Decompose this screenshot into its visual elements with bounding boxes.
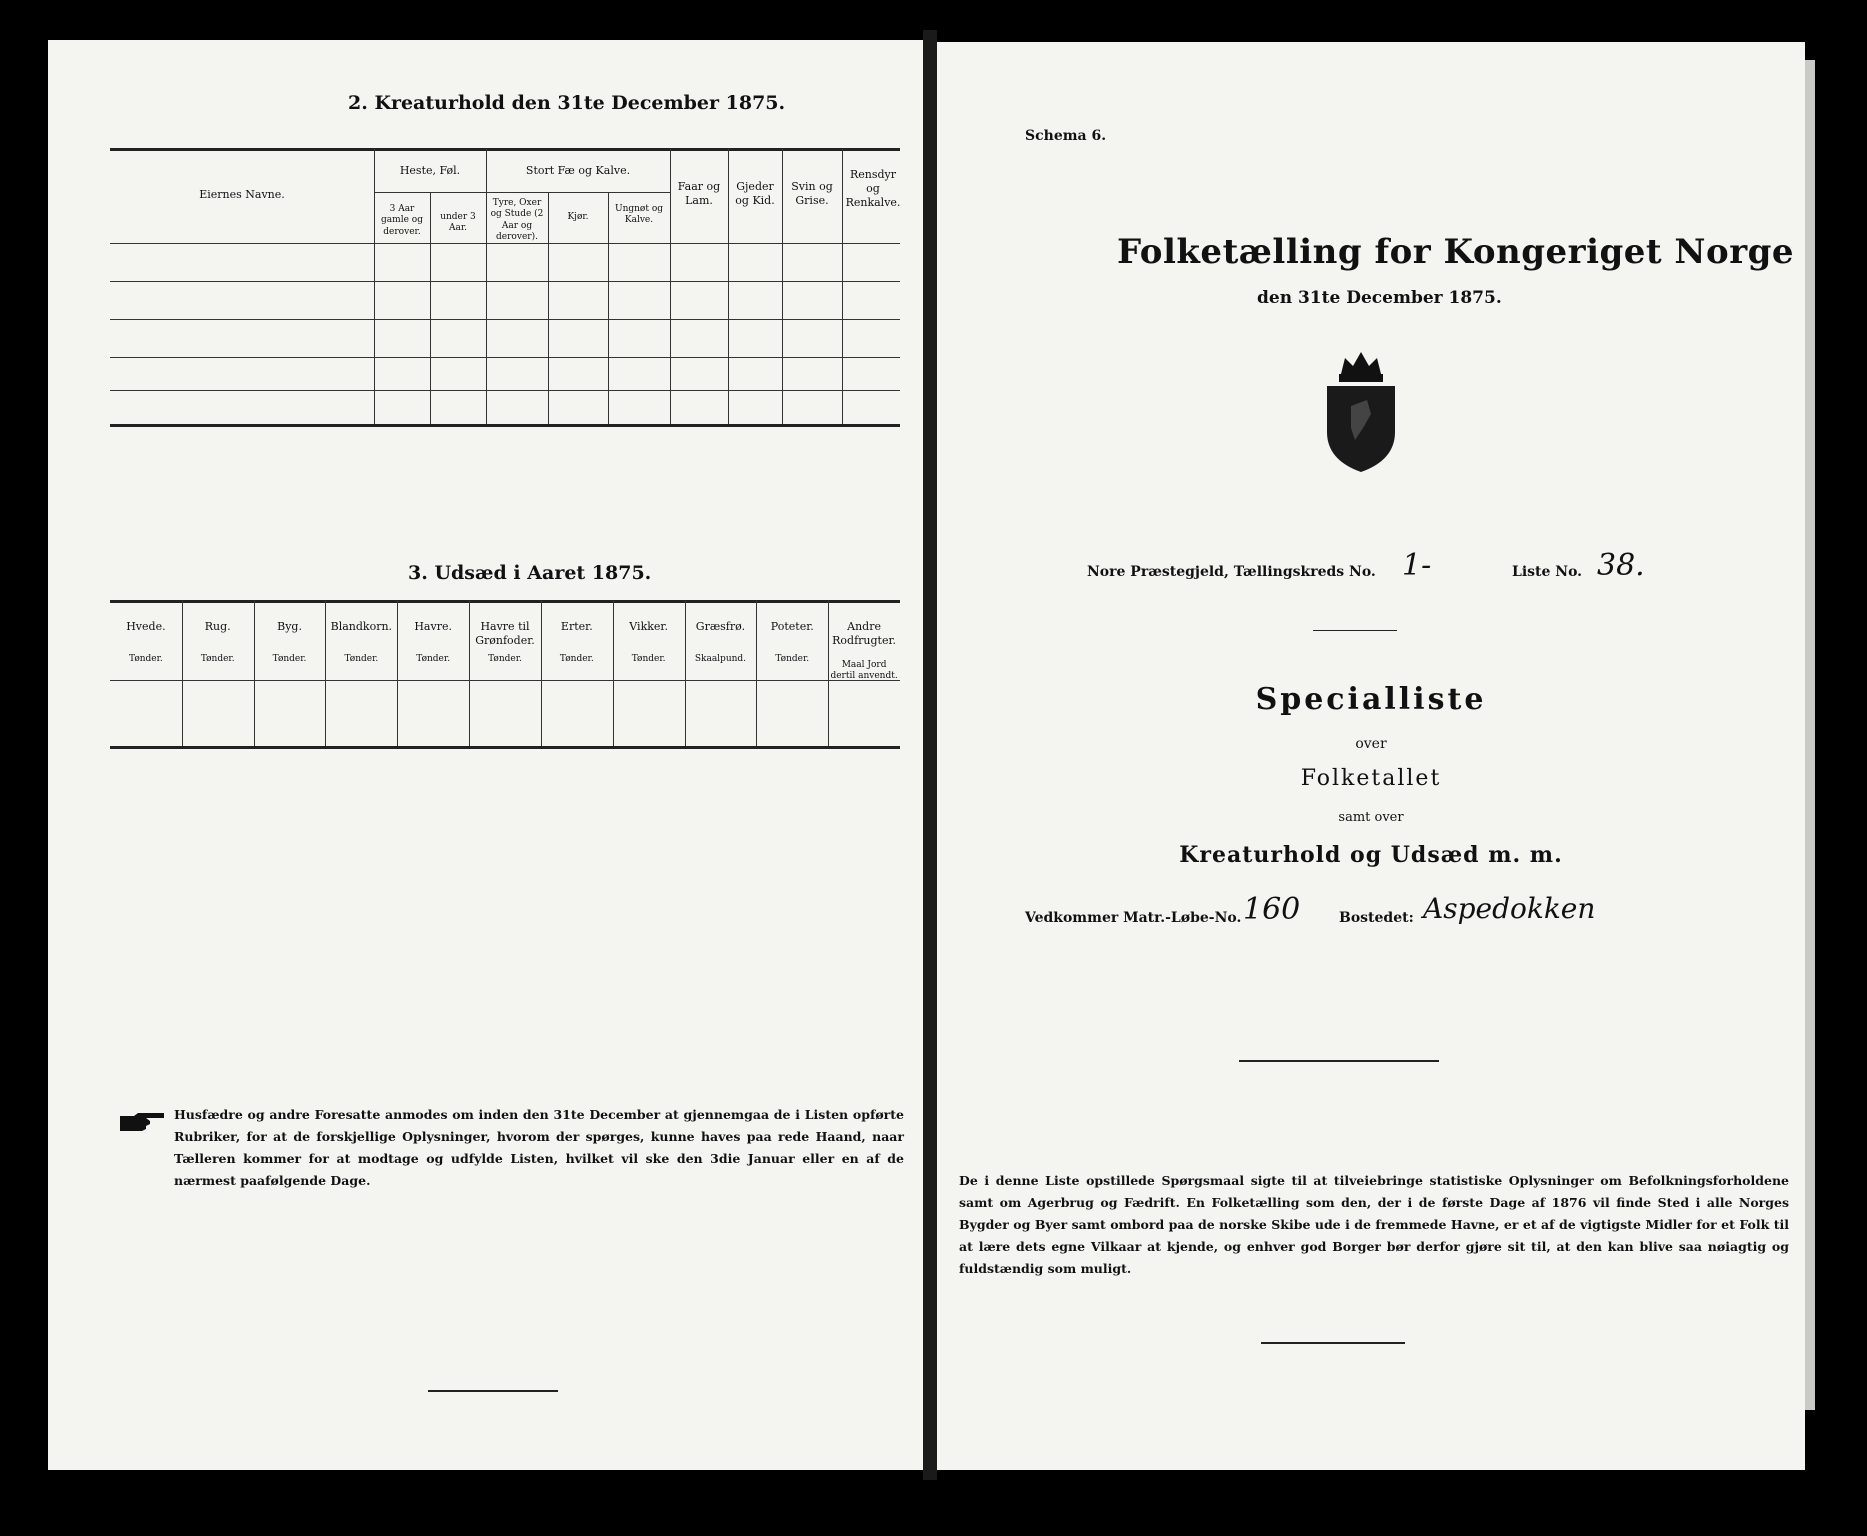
page-fold: [923, 30, 937, 1480]
udsaed-col-unit: Tønder.: [775, 654, 810, 664]
rensdyr-header: Rensdyr og Renkalve.: [845, 168, 901, 209]
table3-bottom-rule: [110, 746, 900, 749]
table2-col-divider: [842, 148, 843, 424]
table3-col-divider: [182, 600, 183, 746]
udsaed-col-unit: Tønder.: [416, 654, 451, 664]
separator-rule: [1313, 630, 1397, 631]
udsaed-col-unit: Tønder.: [272, 654, 307, 664]
table3-top-rule: [110, 600, 900, 603]
schema-label: Schema 6.: [1025, 128, 1107, 144]
udsaed-col-header: Byg.: [277, 620, 302, 633]
table3-col-divider: [469, 600, 470, 746]
tyre-header: Tyre, Oxer og Stude (2 Aar og derover).: [490, 198, 544, 242]
udsaed-col-header: Hvede.: [126, 620, 166, 633]
left-page: [48, 40, 926, 1470]
table2-col-divider: [548, 192, 549, 424]
kreds-no-value: 1-: [1402, 548, 1432, 583]
over-text: over: [1355, 736, 1387, 752]
samt-over-text: samt over: [1338, 810, 1404, 825]
liste-no-value: 38.: [1597, 548, 1645, 583]
table3-col-divider: [325, 600, 326, 746]
ungnot-header: Ungnøt og Kalve.: [614, 204, 663, 226]
table2-col-divider: [486, 148, 487, 424]
gjeder-header: Gjeder og Kid.: [735, 180, 775, 207]
kreaturhold-title: Kreaturhold og Udsæd m. m.: [1179, 842, 1563, 868]
udsaed-col-header: Græsfrø.: [695, 620, 746, 633]
bosted-label: Bostedet:: [1339, 910, 1414, 926]
pointing-hand-icon: [120, 1112, 166, 1134]
folketallet-title: Folketallet: [1300, 766, 1442, 791]
table2-col-divider: [728, 148, 729, 424]
table3-col-divider: [685, 600, 686, 746]
table2-col-divider: [670, 148, 671, 424]
bottom-rule: [1261, 1342, 1405, 1344]
udsaed-col-header: Poteter.: [770, 620, 814, 633]
right-page: [937, 42, 1805, 1470]
matr-no-value: 160: [1243, 892, 1301, 927]
intro-paragraph: De i denne Liste opstillede Spørgsmaal sigte til at tilveiebringe statistiske Oplysninger om Befolkningsforholdene samt om Agerbrug og Fædrift. En Folketælling som den, der i de første Dage af 1876 vil finde Sted i alle Norges Bygder og Byer samt ombord paa de norske Skibe ude i de fremmede Havne, er et af de vigtigste Midler for et Folk til at lære dets egne Vilkaar at kjende, og enhver god Borger bør derfor gjøre sit til, at den kan blive saa nøiagtig og fuldstændig som muligt.: [959, 1173, 1789, 1276]
table3-col-divider: [756, 600, 757, 746]
stort-fae-group-header: Stort Fæ og Kalve.: [525, 164, 631, 177]
bottom-flourish: [428, 1390, 558, 1392]
main-subtitle: den 31te December 1875.: [1257, 288, 1502, 308]
udsaed-col-header: Vikker.: [629, 620, 668, 633]
udsaed-col-unit: Skaalpund.: [694, 654, 747, 664]
table2-subheader-rule: [374, 192, 670, 193]
section2-title: 2. Kreaturhold den 31te December 1875.: [348, 92, 786, 114]
udsaed-col-header: Blandkorn.: [330, 620, 393, 633]
table3-col-divider: [254, 600, 255, 746]
main-title: Folketælling for Kongeriget Norge: [1117, 232, 1795, 272]
table2-col-divider: [430, 192, 431, 424]
matr-label: Vedkommer Matr.-Løbe-No.: [1025, 910, 1242, 926]
udsaed-col-unit: Tønder.: [488, 654, 522, 664]
kjor-header: Kjør.: [567, 212, 589, 222]
table3-col-divider: [828, 600, 829, 746]
udsaed-col-header: Andre Rodfrugter.: [832, 620, 897, 647]
table2-col-divider: [782, 148, 783, 424]
udsaed-col-unit: Tønder.: [129, 654, 163, 664]
table2-col-divider: [374, 148, 375, 424]
bosted-value: Aspedokken: [1423, 892, 1596, 925]
specialliste-title: Specialliste: [1255, 682, 1487, 717]
table3-header-rule: [110, 680, 900, 681]
udsaed-col-header: Havre til Grønfoder.: [475, 620, 535, 647]
liste-label: Liste No.: [1512, 564, 1583, 580]
table3-col-divider: [541, 600, 542, 746]
udsaed-col-unit: Tønder.: [200, 654, 235, 664]
table3-col-divider: [397, 600, 398, 746]
coat-of-arms-emblem: [1311, 344, 1411, 474]
table2-bottom-rule: [110, 424, 900, 427]
faar-header: Faar og Lam.: [677, 180, 721, 207]
section3-title: 3. Udsæd i Aaret 1875.: [408, 562, 652, 584]
udsaed-col-unit: Tønder.: [344, 654, 379, 664]
udsaed-col-unit: Tønder.: [631, 654, 666, 664]
svin-header: Svin og Grise.: [791, 180, 833, 207]
udsaed-col-header: Havre.: [414, 620, 452, 633]
heste-old-header: 3 Aar gamle og derover.: [381, 204, 423, 237]
heste-group-header: Heste, Føl.: [399, 164, 461, 177]
udsaed-col-header: Rug.: [204, 620, 231, 633]
adjacent-page-edge: [1805, 60, 1815, 1410]
udsaed-col-unit: Tønder.: [559, 654, 594, 664]
udsaed-col-unit: Maal Jord dertil anvendt.: [830, 660, 898, 682]
notice-text: Husfædre og andre Foresatte anmodes om inden den 31te December at gjennemgaa de i Listen opførte Rubriker, for at de forskjellige Oplysninger, hvorom der spørges, kunne haves paa rede Haand, naar Tælleren kommer for at modtage og udfylde Listen, hvilket vil ske den 3die Januar eller en af de nærmest paafølgende Dage.: [174, 1107, 904, 1188]
udsaed-col-header: Erter.: [560, 620, 593, 633]
heste-young-header: under 3 Aar.: [440, 212, 476, 234]
owner-name-header: Eiernes Navne.: [199, 188, 285, 201]
table2-col-divider: [608, 192, 609, 424]
praestegjeld-label: Nore Præstegjeld, Tællingskreds No.: [1087, 564, 1376, 580]
separator-rule: [1239, 1060, 1439, 1062]
table3-col-divider: [613, 600, 614, 746]
